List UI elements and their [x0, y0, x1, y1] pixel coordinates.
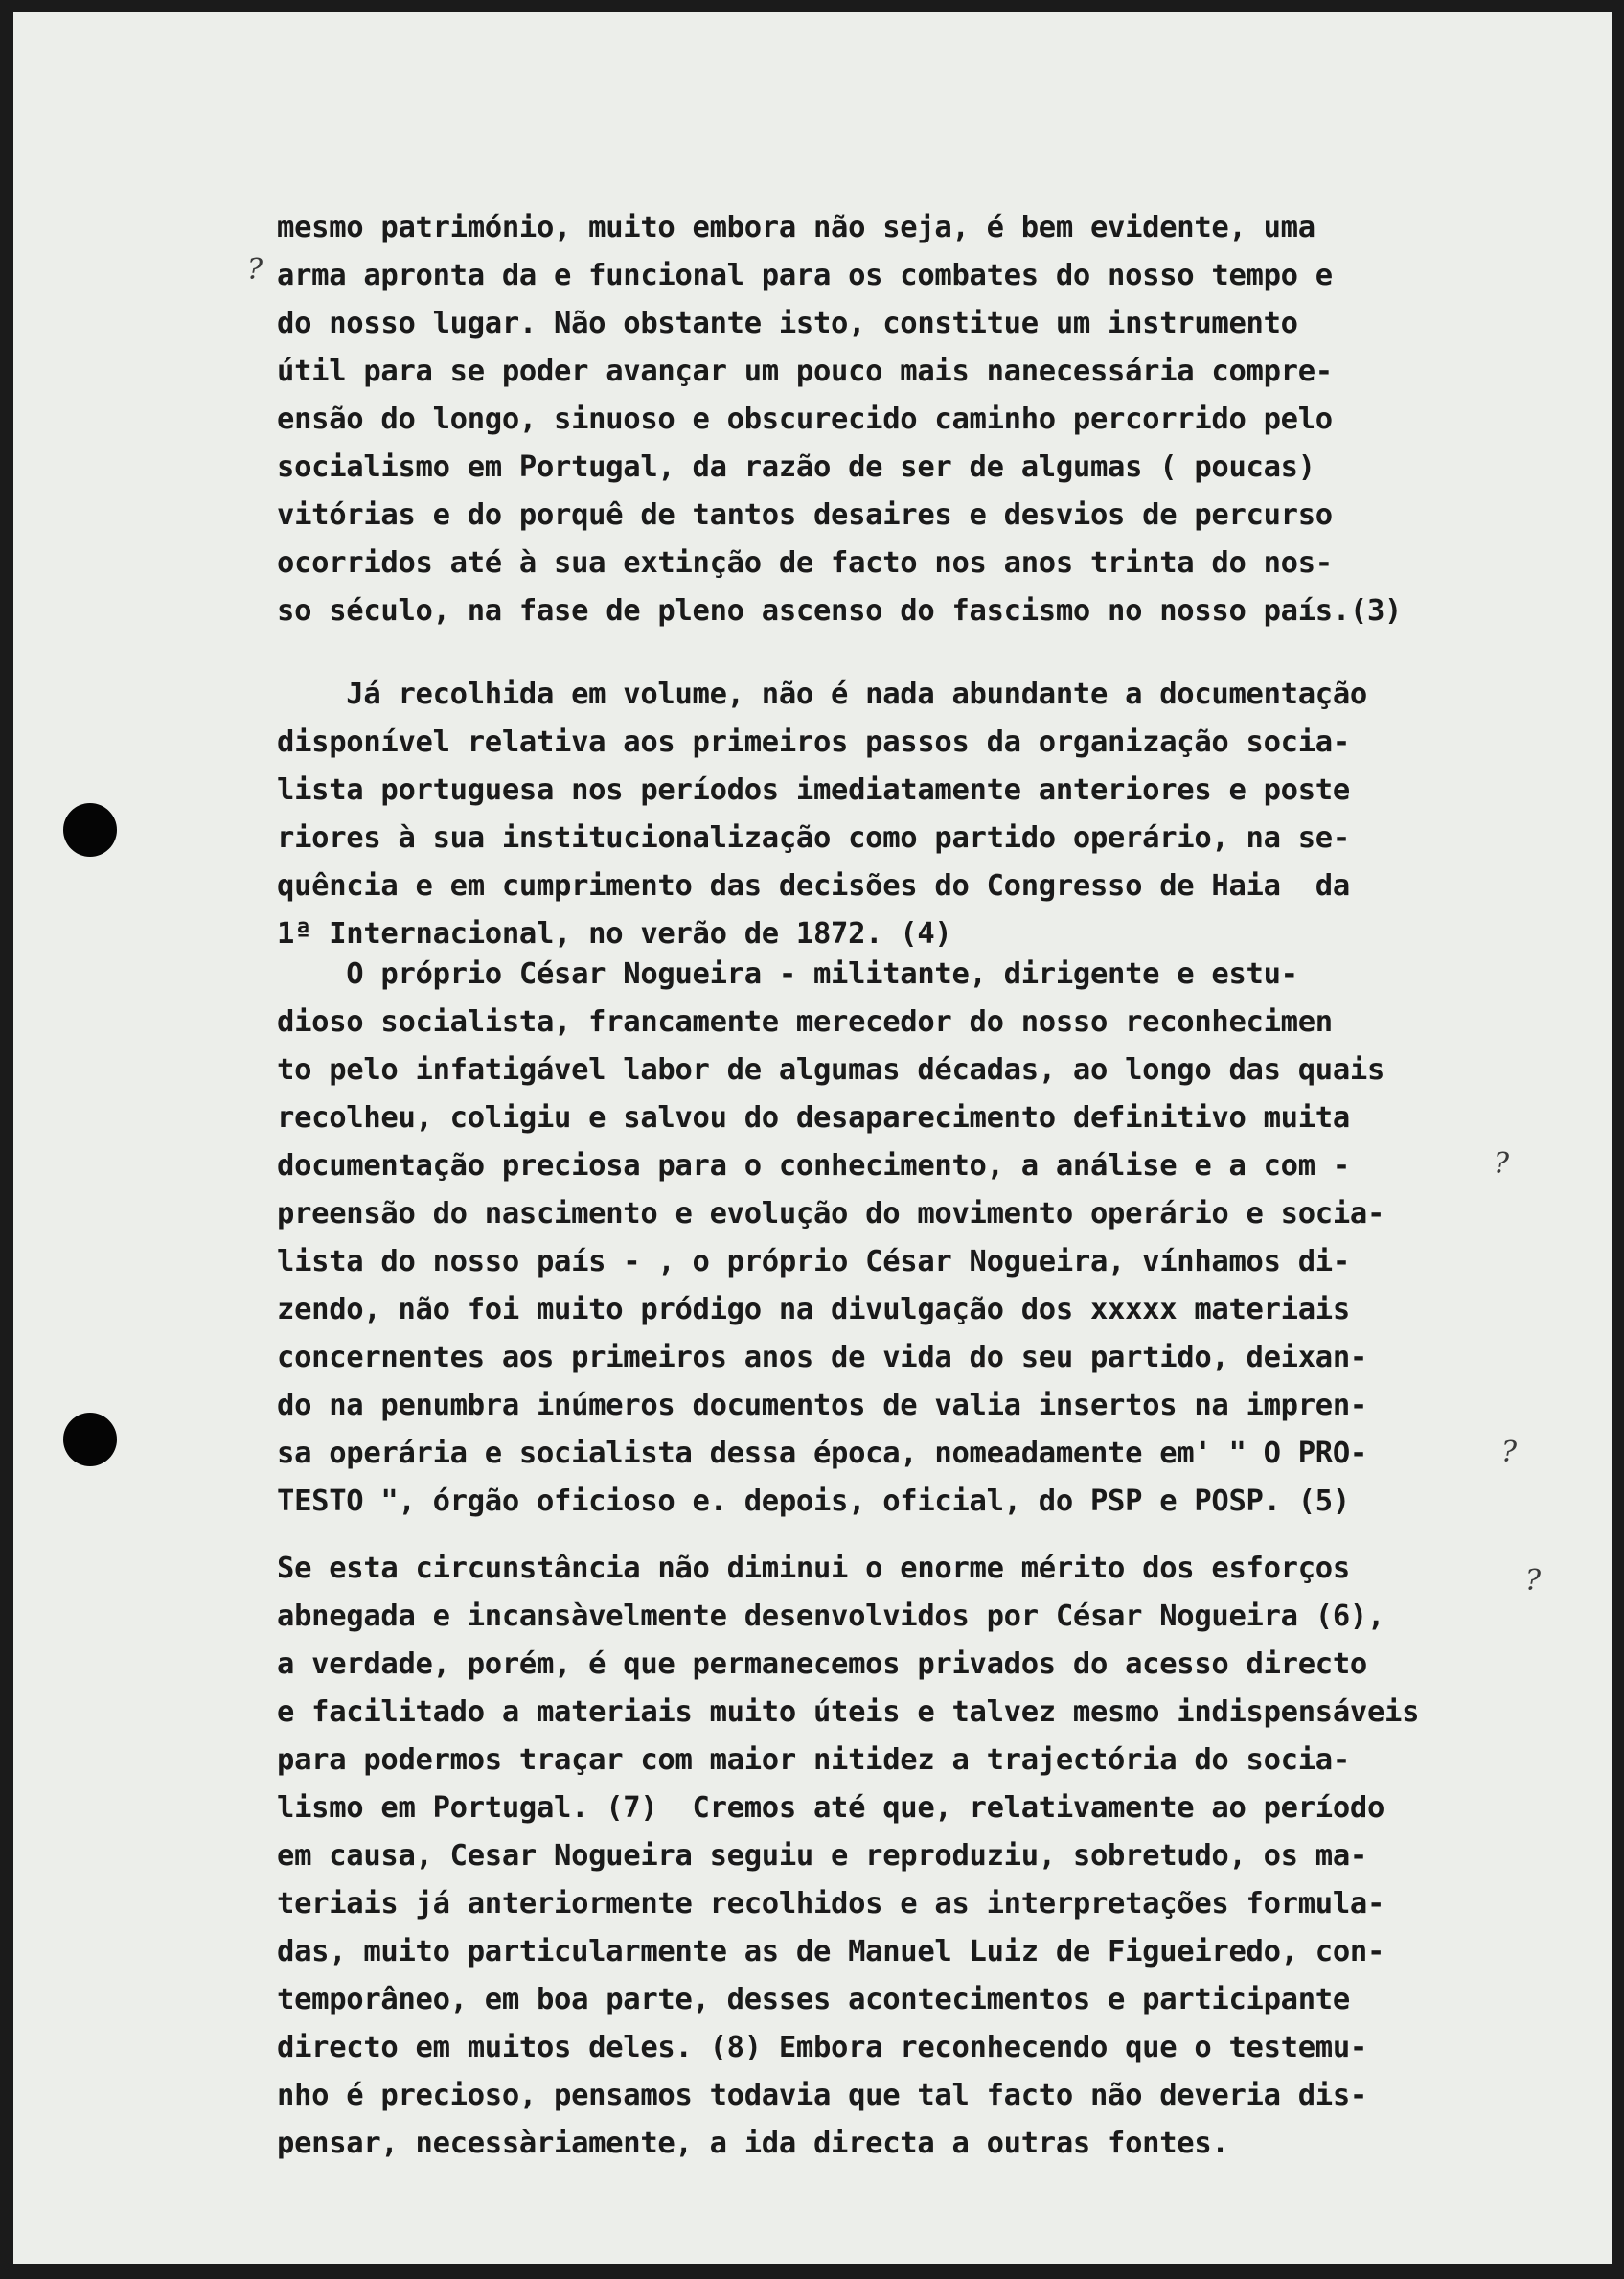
text-line: das, muito particularmente as de Manuel Luiz de Figueiredo, con- [277, 1935, 1385, 1968]
text-line: zendo, não foi muito pródigo na divulgação dos xxxxx materiais [277, 1293, 1350, 1326]
text-line: útil para se poder avançar um pouco mais nanecessária compre- [277, 355, 1333, 388]
text-line: lista do nosso país - , o próprio César Nogueira, vínhamos di- [277, 1245, 1350, 1278]
text-line: quência e em cumprimento das decisões do Congresso de Haia da [277, 869, 1350, 903]
text-line: para podermos traçar com maior nitidez a trajectória do socia- [277, 1743, 1350, 1777]
text-line: do nosso lugar. Não obstante isto, constitue um instrumento [277, 307, 1298, 340]
text-line: e facilitado a materiais muito úteis e talvez mesmo indispensáveis [277, 1695, 1420, 1729]
text-line: so século, na fase de pleno ascenso do fascismo no nosso país.(3) [277, 594, 1403, 628]
text-line: directo em muitos deles. (8) Embora reconhecendo que o testemu- [277, 2031, 1367, 2064]
text-line: pensar, necessàriamente, a ida directa a outras fontes. [277, 2127, 1229, 2160]
text-line: documentação preciosa para o conhecimento, a análise e a com - [277, 1149, 1350, 1183]
margin-question-mark: ? [1525, 1564, 1542, 1598]
document-page [13, 12, 1612, 2264]
text-line: mesmo património, muito embora não seja, é bem evidente, uma [277, 211, 1315, 244]
text-line: to pelo infatigável labor de algumas décadas, ao longo das quais [277, 1053, 1385, 1087]
text-line: lismo em Portugal. (7) Cremos até que, relativamente ao período [277, 1791, 1385, 1825]
margin-question-mark: ? [247, 253, 263, 287]
margin-question-mark: ? [1501, 1436, 1518, 1469]
text-line: preensão do nascimento e evolução do movimento operário e socia- [277, 1197, 1385, 1231]
text-line: sa operária e socialista dessa época, nomeadamente em' " O PRO- [277, 1437, 1367, 1470]
text-line: riores à sua institucionalização como partido operário, na se- [277, 821, 1350, 855]
text-line: abnegada e incansàvelmente desenvolvidos por César Nogueira (6), [277, 1600, 1385, 1633]
text-line: teriais já anteriormente recolhidos e as interpretações formula- [277, 1887, 1385, 1921]
text-line: recolheu, coligiu e salvou do desaparecimento definitivo muita [277, 1101, 1350, 1135]
text-line: concernentes aos primeiros anos de vida do seu partido, deixan- [277, 1341, 1367, 1374]
margin-question-mark: ? [1494, 1147, 1510, 1181]
text-line: em causa, Cesar Nogueira seguiu e reproduziu, sobretudo, os ma- [277, 1839, 1367, 1873]
text-line: ocorridos até à sua extinção de facto nos anos trinta do nos- [277, 546, 1333, 580]
text-line: 1ª Internacional, no verão de 1872. (4) [277, 917, 952, 951]
text-line: arma apronta da e funcional para os combates do nosso tempo e [277, 259, 1333, 292]
text-line: disponível relativa aos primeiros passos da organização socia- [277, 725, 1350, 759]
text-line: Já recolhida em volume, não é nada abundante a documentação [277, 678, 1367, 711]
text-line: nho é precioso, pensamos todavia que tal facto não deveria dis- [277, 2079, 1367, 2112]
text-line: do na penumbra inúmeros documentos de valia insertos na impren- [277, 1389, 1367, 1422]
punch-hole-top [63, 803, 117, 857]
punch-hole-bottom [63, 1413, 117, 1466]
text-line: dioso socialista, francamente merecedor do nosso reconhecimen [277, 1005, 1333, 1039]
text-line: Se esta circunstância não diminui o enorme mérito dos esforços [277, 1552, 1350, 1585]
text-line: socialismo em Portugal, da razão de ser de algumas ( poucas) [277, 450, 1315, 484]
text-line: temporâneo, em boa parte, desses acontecimentos e participante [277, 1983, 1350, 2016]
text-line: O próprio César Nogueira - militante, dirigente e estu- [277, 957, 1298, 991]
text-line: vitórias e do porquê de tantos desaires e desvios de percurso [277, 498, 1333, 532]
text-line: a verdade, porém, é que permanecemos privados do acesso directo [277, 1647, 1367, 1681]
text-line: TESTO ", órgão oficioso e. depois, oficial, do PSP e POSP. (5) [277, 1485, 1350, 1518]
text-line: lista portuguesa nos períodos imediatamente anteriores e poste [277, 773, 1350, 807]
text-line: ensão do longo, sinuoso e obscurecido caminho percorrido pelo [277, 403, 1333, 436]
